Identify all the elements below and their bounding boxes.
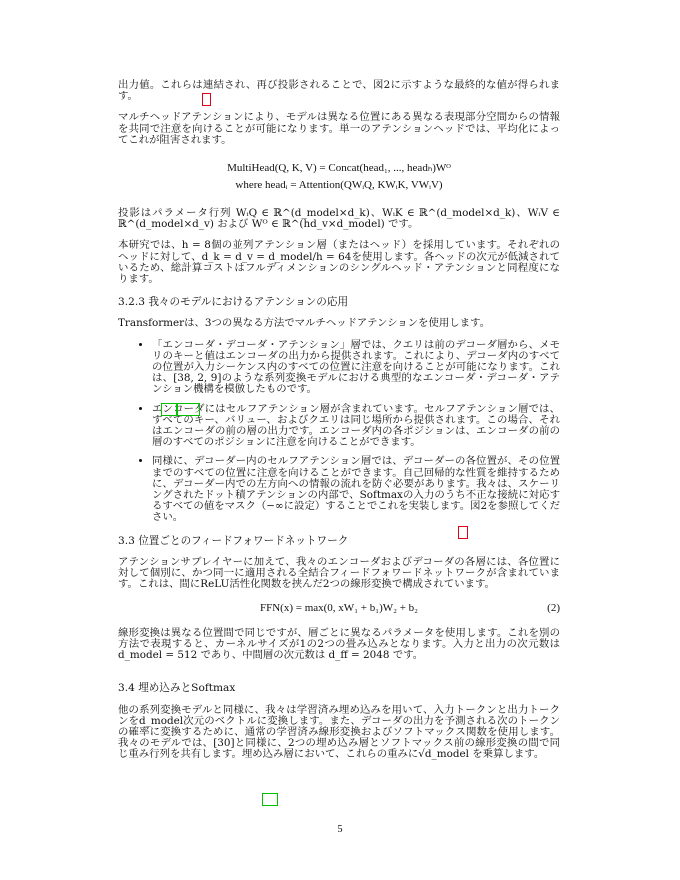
eq-ffn-formula: FFN(x) = max(0, xW₁ + b₁)W₂ + b₂ <box>260 601 418 614</box>
equation-ffn <box>118 603 560 614</box>
section-heading-3-4: 3.4 埋め込みとSoftmax <box>118 682 236 695</box>
section-heading-3-3: 3.3 位置ごとのフィードフォワードネットワーク <box>118 534 349 547</box>
section-heading-3-2-3: 3.2.3 我々のモデルにおけるアテンションの応用 <box>118 296 349 309</box>
list-item: • 同様に、デコーダー内のセルフアテンション層では、デコーダーの各位置が、その位置までのすべての位置に注意を向けることができます。自己回帰的な性質を維持するために、デコーダー内での左方向への情報の流れを防ぐ必要があります。我々は、スケーリングされたドット積アテンションの内部で、Softmaxの入力のうち不正な接続に対応するすべての値をマスク（−∞に設定）することでこれを実装します。図2を参照してください。 <box>152 456 560 523</box>
para-ffn: アテンションサブレイヤーに加えて、我々のエンコーダおよびデコーダの各層には、各位置に対して個別に、かつ同一に適用される全結合フィードフォワードネットワークが含まれています。これは、間にReLU活性化関数を挟んだ2つの線形変換で構成されています。 <box>118 555 560 591</box>
para-intro-cont: 出力値。これらは連結され、再び投影されることで、図2に示すような最終的な値が得られます。 <box>118 79 560 103</box>
para-multihead: マルチヘッドアテンションにより、モデルは異なる位置にある異なる表現部分空間からの情報を共同で注意を向けることが可能になります。単一のアテンションヘッドでは、平均化によってこれが阻害されます。 <box>118 111 560 146</box>
list-item: • エンコーダにはセルフアテンション層が含まれています。セルフアテンション層では、すべてのキー、バリュー、およびクエリは同じ場所から提供されます。この場合、それはエンコーダの前の層の出力です。エンコーダ内の各ポジションは、エンコーダの前の層のすべてのポジションに注意を向けることができます。 <box>152 404 560 449</box>
equation-multihead <box>118 160 560 194</box>
para-linear: 線形変換は異なる位置間で同じですが、層ごとに異なるパラメータを使用します。これを別の方法で表現すると、カーネルサイズが1の2つの畳み込みとなります。入力と出力の次元数は d_model = 512 であり、中間層の次元数は d_ff = 2048 です。 <box>118 626 560 662</box>
eq-multihead-line2: where headᵢ = Attention(QWᵢQ, KWᵢK, VWᵢV) <box>235 179 443 192</box>
citation-link-box[interactable] <box>262 793 278 806</box>
paper-body <box>118 80 560 771</box>
attention-usage-list <box>118 340 560 524</box>
para-heads: 本研究では、h = 8個の並列アテンション層（またはヘッド）を採用しています。それぞれのヘッドに対して、d_k = d_v = d_model/h = 64を使用します。各ヘッドの次元が低減されているため、総計算コストはフルディメンションのシングルヘッド・アテンションと同程度になります。 <box>118 239 560 286</box>
para-embed: 他の系列変換モデルと同様に、我々は学習済み埋め込みを用いて、入力トークンと出力トークンをd_model次元のベクトルに変換します。また、デコーダの出力を予測される次のトークンの確率に変換するために、通常の学習済み線形変換およびソフトマックス関数を使用します。我々のモデルでは、[30]と同様に、2つの埋め込み層とソフトマックス前の線形変換の間で同じ重み行列を共有します。埋め込み層において、これらの重みに√d_model を乗算します。 <box>118 703 560 761</box>
eq-multihead-line1: MultiHead(Q, K, V) = Concat(head₁, ..., headₕ)Wᴼ <box>227 162 451 175</box>
eq-ffn-number: (2) <box>547 601 560 614</box>
para-projection: 投影はパラメータ行列 WᵢQ ∈ ℝ^(d_model×d_k)、WᵢK ∈ ℝ^(d_model×d_k)、WᵢV ∈ ℝ^(d_model×d_v) および Wᴼ ∈ ℝ^(hd_v×d_model) です。 <box>118 207 560 231</box>
list-item: • 「エンコーダ・デコーダ・アテンション」層では、クエリは前のデコーダ層から、メモリのキーと値はエンコーダの出力から提供されます。これにより、デコーダ内のすべての位置が入力シーケンス内のすべての位置に注意を向けることが可能になります。これは、[38, 2, 9]のような系列変換モデルにおける典型的なエンコーダ・デコーダ・アテンション機構を模倣したものです。 <box>152 340 560 396</box>
page-number: 5 <box>337 824 343 835</box>
para-transformer: Transformerは、3つの異なる方法でマルチヘッドアテンションを使用します。 <box>118 317 490 330</box>
